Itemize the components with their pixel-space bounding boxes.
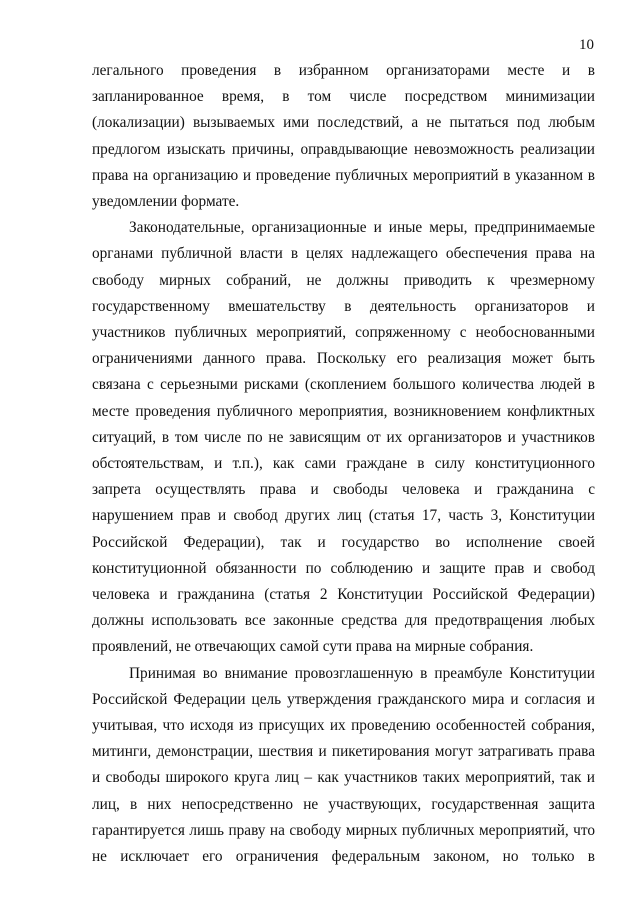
- paragraph-continuation: легального проведения в избранном организаторами месте и в запланированное время, в том числе посредством минимизации (локализации) вызываемых ими последствий, а не пытаться под любым предлогом изыскать причины, оправдывающие невозможность реализации права на организацию и проведение публичных мероприятий в указанном в уведомлении формате.: [92, 62, 595, 211]
- paragraph-measures: Законодательные, организационные и иные меры, предпринимаемые органами публичной власти в целях надлежащего обеспечения права на свободу мирных собраний, не должны приводить к чрезмерному государственному вмешательству в деятельность организаторов и участников публичных мероприятий, сопряженному с необоснованными ограничениями данного права. Поскольку его реализация может быть связана с серьезными рисками (скоплением большого количества людей в месте проведения публичного мероприятия, возникновением конфликтных ситуаций, в том числе по не зависящим от их организаторов и участников обстоятельствам, и т.п.), как сами граждане в силу конституционного запрета осуществлять права и свободы человека и гражданина с нарушением прав и свобод других лиц (статья 17, часть 3, Конституции Российской Федерации), так и государство во исполнение своей конституционной обязанности по соблюдению и защите прав и свобод человека и гражданина (статья 2 Конституции Российской Федерации) должны использовать все законные средства для предотвращения любых проявлений, не отвечающих самой сути права на мирные собрания.: [92, 219, 595, 656]
- document-body: [92, 58, 595, 870]
- page-number: 10: [579, 37, 594, 53]
- paragraph-protection: Принимая во внимание провозглашенную в преамбуле Конституции Российской Федерации цель утверждения гражданского мира и согласия и учитывая, что исходя из присущих их проведению особенностей собрания, митинги, демонстрации, шествия и пикетирования могут затрагивать права и свободы широкого круга лиц – как участников таких мероприятий, так и лиц, в них непосредственно не участвующих, государственная защита гарантируется лишь праву на свободу мирных публичных мероприятий, что не исключает его ограничения федеральным законом, но только в: [92, 664, 595, 866]
